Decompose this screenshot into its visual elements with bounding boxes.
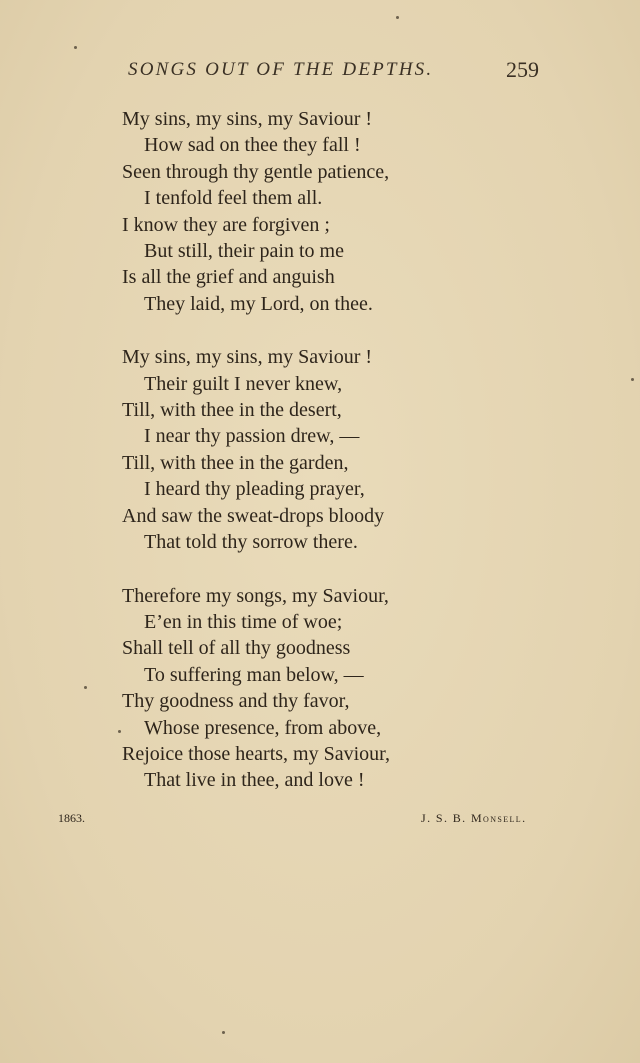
stanza-1 (122, 106, 482, 317)
page-number: 259 (506, 57, 539, 82)
poem-line: That live in thee, and love ! (144, 769, 365, 792)
paper-speck (222, 1031, 225, 1034)
poem-line: Is all the grief and anguish (122, 266, 335, 289)
poem-line: Whose presence, from above, (144, 716, 382, 739)
paper-speck (74, 46, 77, 49)
poem-line: Till, with thee in the desert, (122, 399, 342, 422)
paper-speck (631, 378, 634, 381)
poem-line: I heard thy pleading prayer, (144, 478, 365, 501)
poem-line: Thy goodness and thy favor, (122, 690, 350, 713)
poem-line: But still, their pain to me (144, 240, 344, 263)
poem-line: I near thy passion drew, — (144, 425, 360, 448)
poem-line: I know they are forgiven ; (122, 213, 330, 236)
poem-line: Seen through thy gentle patience, (122, 160, 390, 183)
stanza-3 (122, 583, 482, 794)
poem-line: Rejoice those hearts, my Saviour, (122, 742, 391, 765)
running-title: SONGS OUT OF THE DEPTHS. (128, 59, 434, 80)
paper-speck (118, 730, 121, 733)
poem-line: To suffering man below, — (144, 663, 364, 686)
paper-speck (84, 686, 87, 689)
poem-line: Therefore my songs, my Saviour, (122, 584, 389, 607)
poem-line: My sins, my sins, my Saviour ! (122, 108, 373, 130)
poem-line: Till, with thee in the garden, (122, 451, 349, 474)
poem-line: They laid, my Lord, on thee. (144, 292, 373, 315)
poem-line: I tenfold feel them all. (144, 187, 323, 210)
year: 1863. (58, 811, 85, 825)
stanza-2 (122, 344, 482, 555)
poem-line: My sins, my sins, my Saviour ! (122, 346, 373, 369)
poem-line: Shall tell of all thy goodness (122, 637, 351, 660)
poem-line: E’en in this time of woe; (144, 610, 343, 633)
author-name: J. S. B. Monsell. (421, 811, 527, 825)
paper-speck (396, 16, 399, 19)
poem-line: And saw the sweat-drops bloody (122, 504, 385, 527)
poem (122, 106, 482, 821)
poem-line: How sad on thee they fall ! (144, 134, 361, 157)
poem-line: Their guilt I never knew, (144, 372, 343, 395)
poem-line: That told thy sorrow there. (144, 531, 358, 554)
